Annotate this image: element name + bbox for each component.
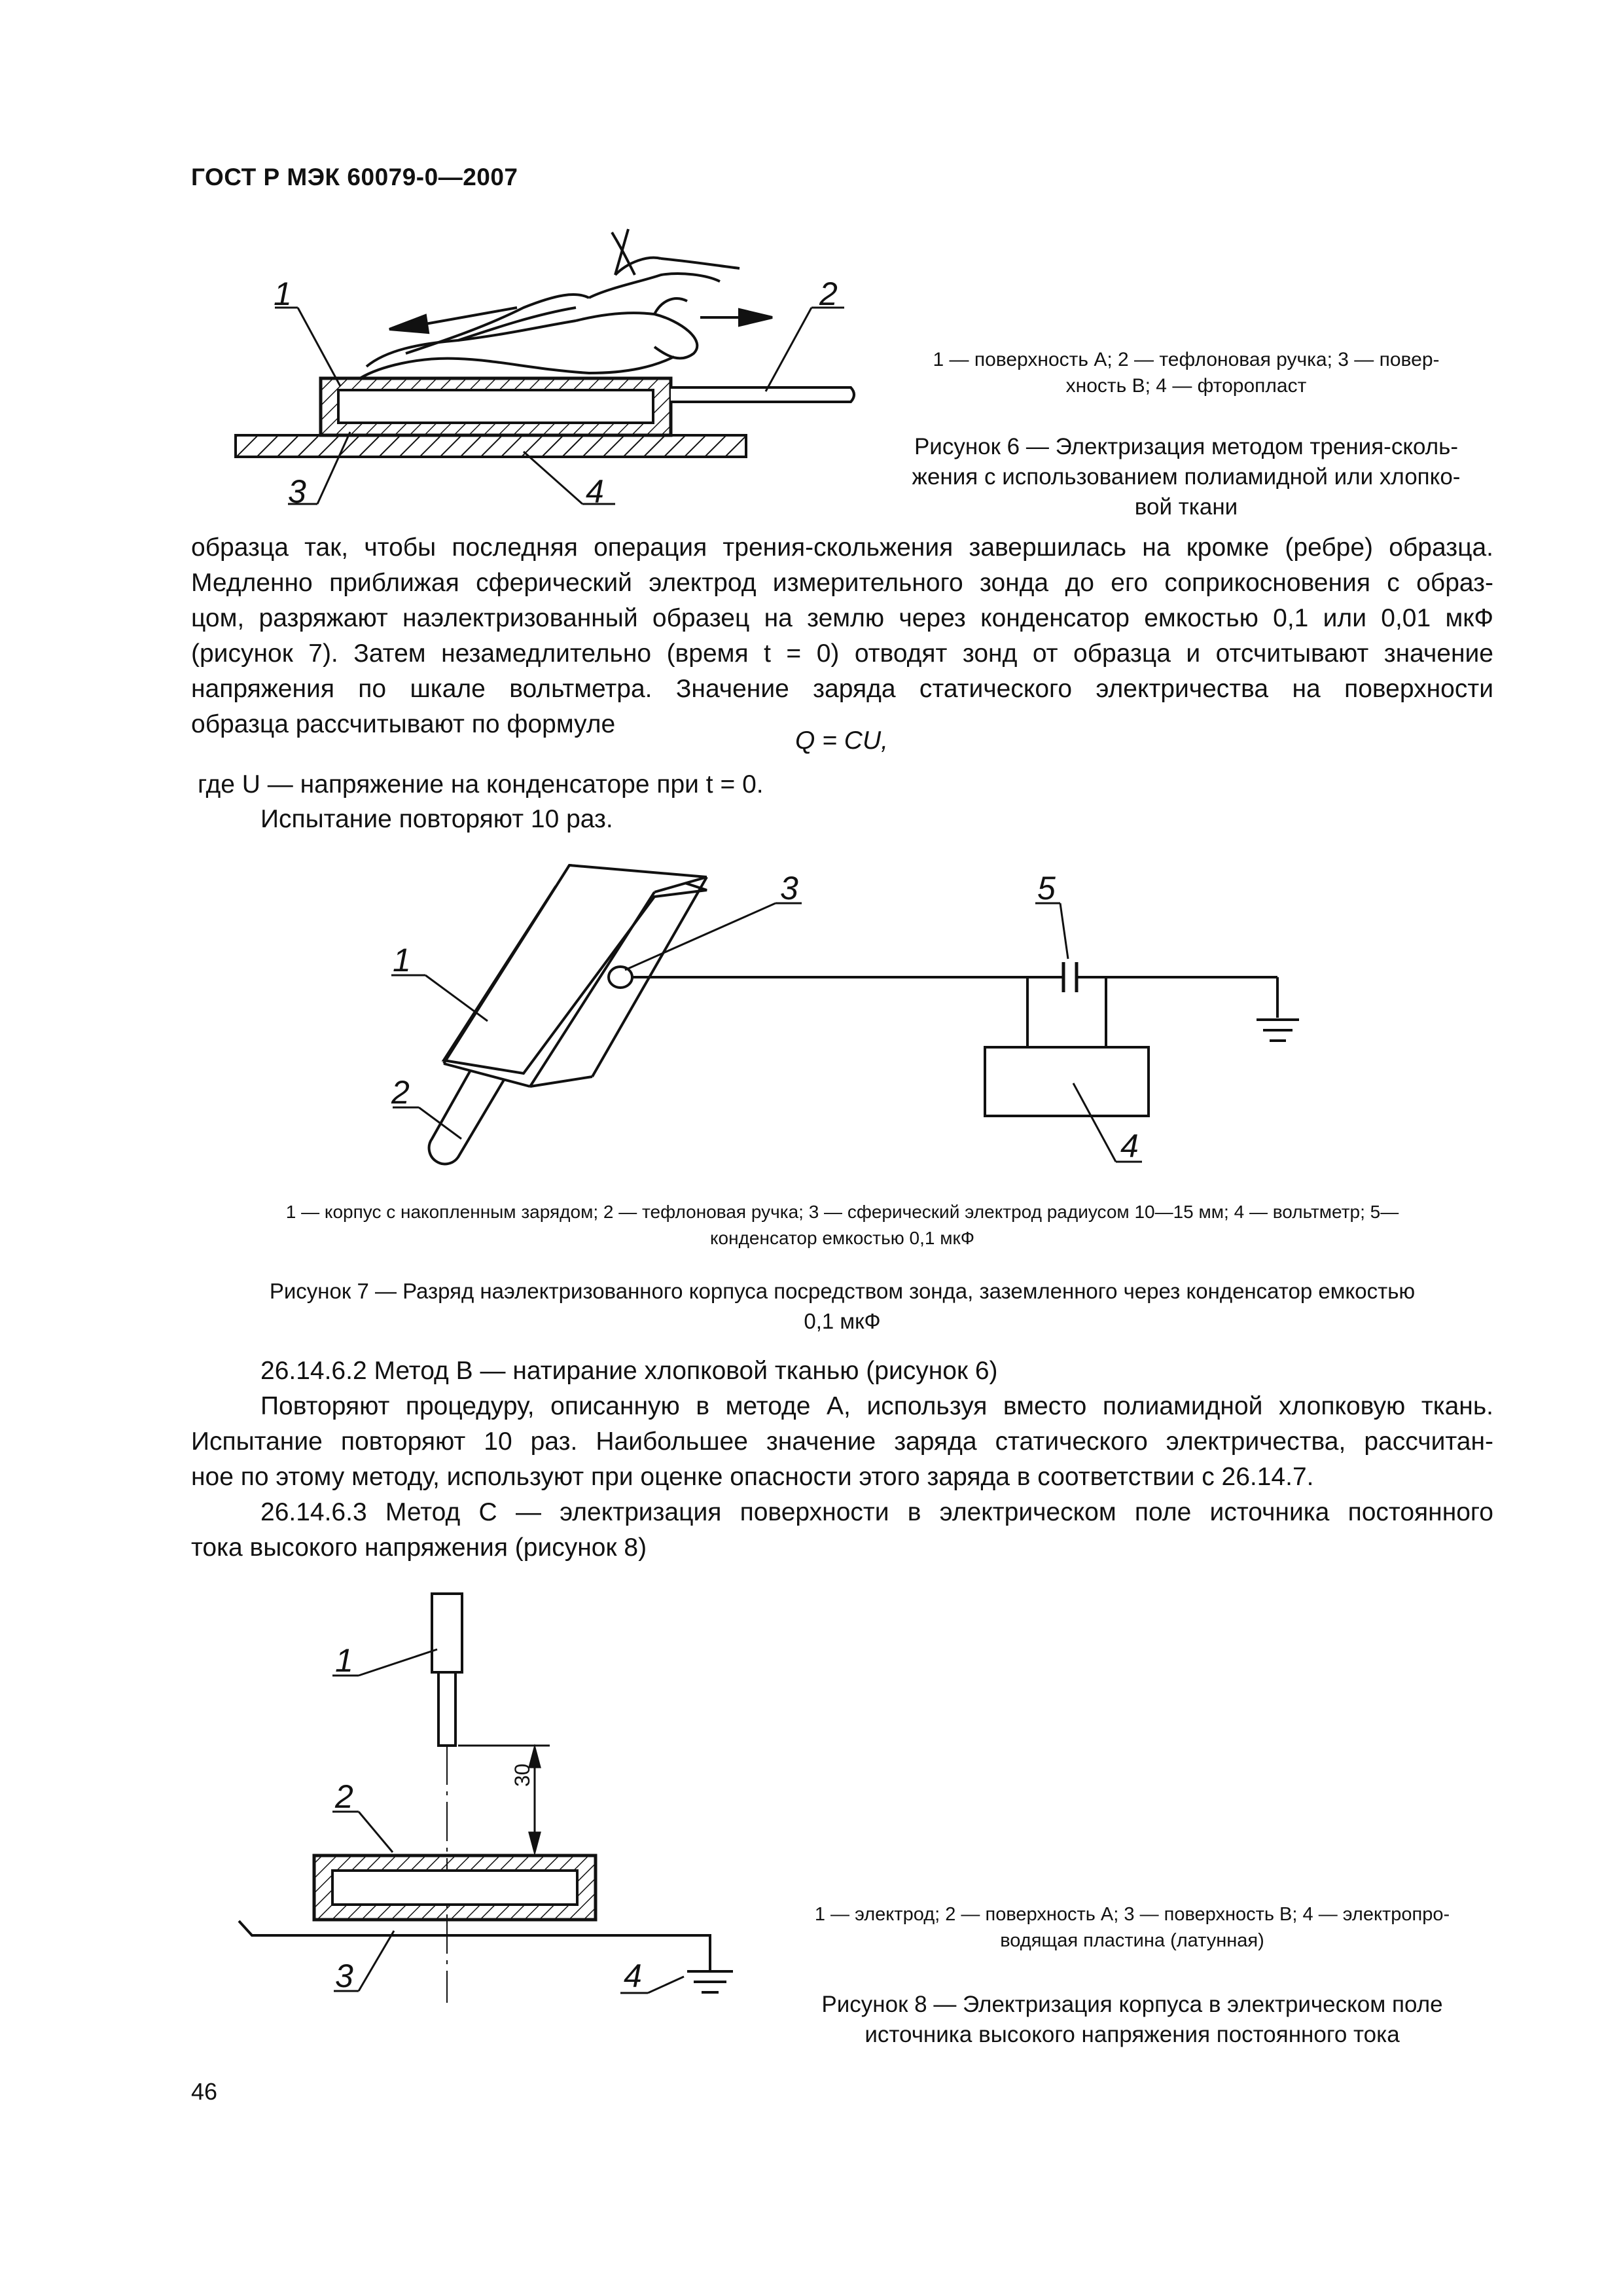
fig6-legend-line1: 1 — поверхность А; 2 — тефлоновая ручка; 3 — повер-: [933, 349, 1440, 370]
para1-line6: образца рассчитывают по формуле: [191, 710, 616, 738]
section-c-line2: тока высокого напряжения (рисунок 8): [191, 1534, 647, 1562]
fig8-dimension-label: 30: [510, 1763, 534, 1787]
fig6-label-4: 4: [586, 473, 604, 510]
fig8-legend-line1: 1 — электрод; 2 — поверхность А; 3 — поверхность В; 4 — электропро-: [814, 1904, 1450, 1925]
fig7-caption-line1: Рисунок 7 — Разряд наэлектризованного корпуса посредством зонда, заземленного через конденсатор емкостью: [269, 1279, 1416, 1303]
document-header: ГОСТ Р МЭК 60079-0—2007: [191, 164, 518, 190]
fig6-caption-line2: жения с использованием полиамидной или хлопко-: [912, 464, 1461, 490]
para1-line4: (рисунок 7). Затем незамедлительно (время t = 0) отводят зонд от образца и отсчитывают значение: [191, 639, 1493, 668]
fig7-label-4: 4: [1120, 1128, 1139, 1164]
where-line: где U — напряжение на конденсаторе при t = 0.: [198, 770, 764, 798]
section-b-line1: Повторяют процедуру, описанную в методе А, используя вместо полиамидной хлопковую ткань.: [260, 1392, 1493, 1420]
section-b-line2: Испытание повторяют 10 раз. Наибольшее значение заряда статического электричества, рассчитан-: [191, 1427, 1493, 1456]
fig8-label-1: 1: [335, 1642, 353, 1679]
para1-line5: напряжения по шкале вольтметра. Значение заряда статического электричества на поверхности: [191, 675, 1493, 703]
fig7-label-3: 3: [780, 870, 798, 906]
fig7-caption-line2: 0,1 мкФ: [804, 1309, 881, 1333]
section-c-line1: 26.14.6.3 Метод С — электризация поверхности в электрическом поле источника постоянного: [260, 1498, 1493, 1526]
fig8-dimension: [458, 1746, 550, 1852]
fig8-caption-line2: источника высокого напряжения постоянного тока: [865, 2022, 1400, 2047]
fig8-caption: [769, 1990, 1495, 2050]
fig7-label-1: 1: [393, 942, 411, 978]
fig7-label-2: 2: [391, 1074, 410, 1111]
para1-line3: цом, разряжают наэлектризованный образец на землю через конденсатор емкостью 0,1 или 0,01 мкФ: [191, 604, 1493, 632]
fig8-label-3: 3: [335, 1958, 353, 1994]
fig6-legend-line2: хность В; 4 — фторопласт: [1065, 375, 1307, 397]
fig7-legend-line1: 1 — корпус с накопленным зарядом; 2 — тефлоновая ручка; 3 — сферический электрод радиусом 10—15 мм; 4 — вольтметр; 5—: [285, 1202, 1399, 1222]
fig8-conductive-plate: [239, 1921, 733, 1992]
fig7-legend-line2: конденсатор емкостью 0,1 мкФ: [709, 1228, 974, 1248]
fig6-label-1: 1: [274, 276, 292, 312]
repeat-line: Испытание повторяют 10 раз.: [260, 805, 613, 833]
fig8-caption-line1: Рисунок 8 — Электризация корпуса в электрическом поле: [821, 1992, 1443, 2017]
para1-line1: образца так, чтобы последняя операция трения-скольжения завершилась на кромке (ребре) образца.: [191, 533, 1493, 562]
fig7-label-5: 5: [1037, 870, 1056, 906]
fig6-label-3: 3: [288, 473, 306, 510]
fig8-sample: [314, 1856, 596, 1920]
para1-line2: Медленно приближая сферический электрод измерительного зонда до его соприкосновения с образ-: [191, 569, 1493, 597]
fig8-label-2: 2: [335, 1778, 353, 1815]
fig6-caption-line1: Рисунок 6 — Электризация методом трения-сколь-: [914, 434, 1459, 459]
fig8-electrode: [432, 1594, 462, 1746]
section-b-line3: ное по этому методу, используют при оценке опасности этого заряда в соответствии с 26.14.7.: [191, 1463, 1314, 1491]
formula: Q = CU,: [795, 726, 888, 755]
fig6-caption-line3: вой ткани: [1134, 494, 1238, 520]
fig8-leaders: [332, 1649, 684, 1993]
fig6-label-2: 2: [819, 276, 838, 312]
section-b-heading: 26.14.6.2 Метод В — натирание хлопковой тканью (рисунок 6): [260, 1357, 998, 1385]
page-number: 46: [191, 2078, 218, 2105]
fig8-legend-line2: водящая пластина (латунная): [1000, 1930, 1264, 1951]
fig8-legend: [769, 1901, 1495, 1954]
fig8-label-4: 4: [624, 1958, 642, 1994]
